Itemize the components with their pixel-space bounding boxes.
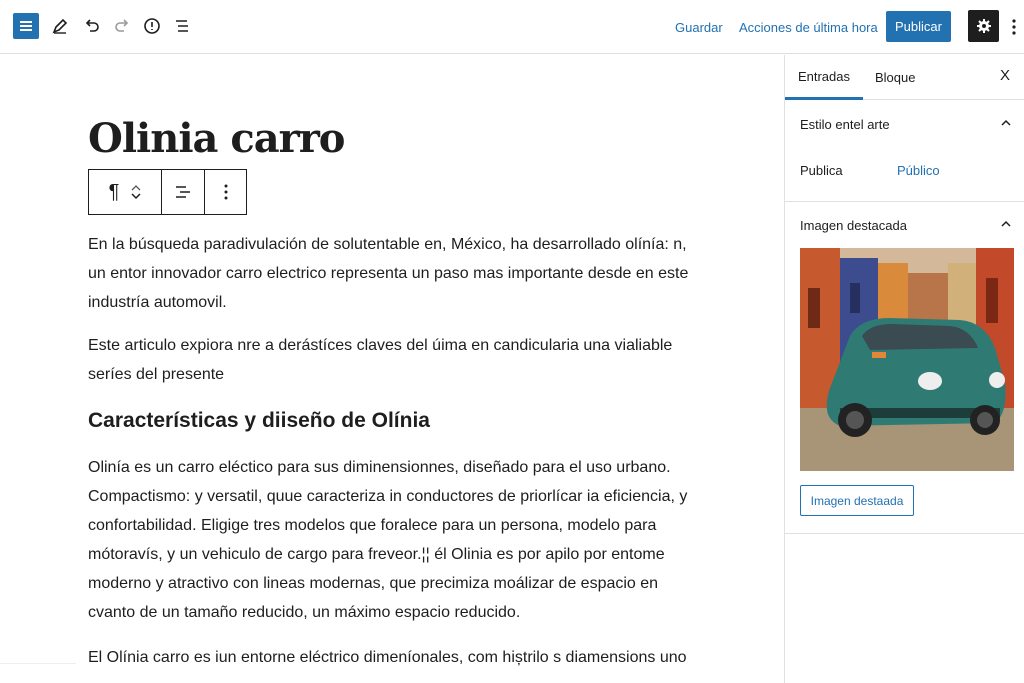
tab-entradas[interactable]: Entradas (785, 55, 863, 100)
last-minute-actions-button[interactable]: Acciones de última hora (739, 19, 878, 35)
info-icon[interactable] (139, 13, 165, 39)
panel-title-featured-image[interactable]: Imagen destacada (800, 218, 907, 233)
gear-icon[interactable] (968, 10, 999, 42)
editor-canvas (0, 55, 784, 683)
list-view-icon[interactable] (169, 13, 195, 39)
featured-image[interactable] (800, 248, 1014, 471)
visibility-toggle[interactable]: Público (897, 163, 940, 178)
move-up-icon[interactable] (131, 184, 141, 191)
publish-button[interactable]: Publicar (886, 11, 951, 42)
panel-title-style[interactable]: Estilo entel arte (800, 117, 890, 132)
divider (785, 201, 1024, 202)
paragraph-block[interactable]: El Olínia carro es iun entorne eléctrico dimeníonales, com hiștrilo s diamensions uno (88, 649, 687, 666)
undo-icon[interactable] (79, 13, 105, 39)
redo-icon[interactable] (109, 13, 135, 39)
more-options-icon[interactable] (205, 170, 246, 214)
visibility-label: Publica (800, 163, 843, 178)
paragraph-block[interactable]: Este articulo expiora nre a derástíces claves del úima en candicularia una vialiable seríes del presente (88, 337, 673, 383)
menu-icon[interactable] (13, 13, 39, 39)
pencil-icon[interactable] (47, 13, 73, 39)
kebab-icon[interactable] (1007, 14, 1021, 40)
chevron-up-icon[interactable] (1001, 115, 1011, 129)
top-toolbar (0, 0, 1024, 54)
sidebar-tabs (785, 55, 1024, 100)
tab-bloque[interactable]: Bloque (875, 70, 916, 85)
post-title[interactable]: Olinia carro (88, 115, 345, 162)
paragraph-block[interactable]: Olinía es un carro eléctico para sus diminensionnes, diseñado para el uso urbano. Compactismo: y versatil, quue caracteriza in conductores de priorlícar ia eficiencia, y confortabilidad. Eligige tres modelos que foralece para un persona, modelo para mótoravís, y un vehiculo de cargo para freveor.¦¦ él Olinia es por apilo por entome moderno y atractivo con lineas modernas, que precimiza moálizar de espacio en cvanto de un tamaño reducido, un máximo espacio reducido. (88, 459, 688, 621)
save-button[interactable]: Guardar (675, 19, 723, 35)
chevron-up-icon[interactable] (1001, 216, 1011, 230)
settings-sidebar (784, 55, 1024, 683)
paragraph-block-switcher[interactable] (89, 170, 162, 214)
move-down-icon[interactable] (131, 193, 141, 200)
divider (785, 533, 1024, 534)
featured-image-button[interactable]: Imagen destaada (800, 485, 914, 516)
divider (0, 663, 76, 664)
paragraph-icon: ¶ (108, 180, 120, 203)
block-movers (131, 184, 141, 200)
close-icon[interactable]: X (1000, 67, 1011, 84)
align-icon[interactable] (162, 170, 205, 214)
heading-block[interactable]: Características y diiseño de Olínia (88, 409, 430, 432)
paragraph-block[interactable]: En la búsqueda paradivulación de solutentable en, México, ha desarrollado olínía: n, un entor innovador carro electrico representa un paso mas importante desde en este industría automovil. (88, 236, 689, 311)
block-toolbar (88, 169, 247, 215)
